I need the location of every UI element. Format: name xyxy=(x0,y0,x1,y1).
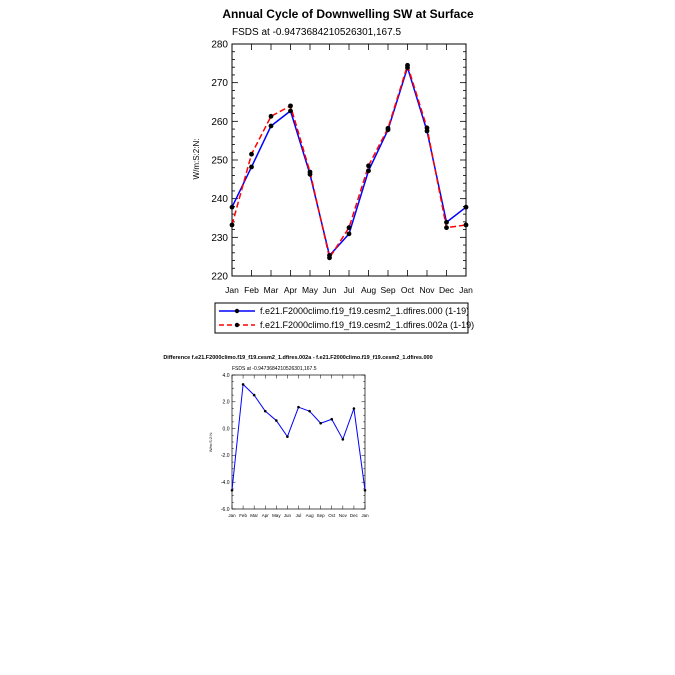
x-tick-label: Mar xyxy=(263,285,279,295)
data-point-series-2 xyxy=(444,225,449,230)
data-point-series-1 xyxy=(253,394,256,397)
data-point-series-2 xyxy=(366,163,371,168)
data-point-series-1 xyxy=(308,410,311,413)
x-tick-label: Jan xyxy=(459,285,473,295)
data-point-series-1 xyxy=(249,165,254,170)
data-point-series-1 xyxy=(242,383,245,386)
data-point-series-1 xyxy=(330,418,333,421)
x-tick-label: Aug xyxy=(360,285,377,295)
x-tick-label: Sep xyxy=(316,513,325,518)
data-point-series-1 xyxy=(288,108,293,113)
x-tick-label: Mar xyxy=(250,513,259,518)
y-tick-label: 270 xyxy=(211,78,228,90)
data-point-series-1 xyxy=(230,205,235,210)
y-tick-label: 260 xyxy=(211,116,228,128)
y-tick-label: 220 xyxy=(211,271,228,283)
data-point-series-2 xyxy=(425,126,430,131)
data-point-series-1 xyxy=(353,407,356,410)
annual-cycle-chart xyxy=(192,7,474,333)
x-tick-label: Jul xyxy=(343,285,355,295)
data-point-series-2 xyxy=(249,152,254,157)
plot-frame xyxy=(232,44,466,276)
y-tick-label: 0.0 xyxy=(222,426,230,433)
x-tick-label: Feb xyxy=(239,513,247,518)
y-tick-label: 240 xyxy=(211,194,228,206)
y-axis-label: W/m:S:2:N: xyxy=(192,138,201,180)
x-tick-label: Jun xyxy=(322,285,337,295)
data-point-series-2 xyxy=(464,223,469,228)
x-tick-label: Jan xyxy=(228,513,236,518)
y-tick-label: 2.0 xyxy=(222,399,230,406)
x-tick-label: Oct xyxy=(400,285,415,295)
x-tick-label: Sep xyxy=(380,285,396,295)
data-point-series-2 xyxy=(308,170,313,175)
x-tick-label: Feb xyxy=(244,285,259,295)
y-tick-label: 230 xyxy=(211,232,228,244)
x-tick-label: Nov xyxy=(338,513,347,518)
data-point-series-2 xyxy=(288,103,293,108)
x-tick-label: Jan xyxy=(225,285,239,295)
data-point-series-1 xyxy=(347,231,352,236)
data-point-series-1 xyxy=(319,422,322,425)
data-point-series-1 xyxy=(297,406,300,409)
chart-subtitle: FSDS at -0.9473684210526301,167.5 xyxy=(232,27,402,38)
data-point-series-1 xyxy=(231,489,234,492)
y-tick-label: -2.0 xyxy=(220,453,230,460)
data-point-series-1 xyxy=(464,205,469,210)
diff-chart-title: Difference f.e21.F2000climo.f19_f19.cesm2_1.dfires.002a - f.e21.F2000climo.f19_f19.cesm2_1.dfires.000 xyxy=(163,355,433,361)
chart-title: Annual Cycle of Downwelling SW at Surface xyxy=(222,7,474,21)
y-tick-label: -6.0 xyxy=(220,506,230,513)
data-point-series-1 xyxy=(444,220,449,225)
data-point-series-1 xyxy=(366,168,371,173)
data-point-series-1 xyxy=(269,124,274,129)
data-point-series-1 xyxy=(264,410,267,413)
x-tick-label: Jul xyxy=(295,513,302,518)
data-point-series-1 xyxy=(286,435,289,438)
x-tick-label: May xyxy=(272,513,281,518)
data-point-series-2 xyxy=(230,223,235,228)
data-point-series-1 xyxy=(364,489,367,492)
y-tick-label: -4.0 xyxy=(220,479,230,486)
data-point-series-2 xyxy=(386,126,391,131)
y-tick-label: 4.0 xyxy=(222,372,230,379)
legend-label-series-1: f.e21.F2000climo.f19_f19.cesm2_1.dfires.000 (1-19) xyxy=(260,306,470,316)
x-tick-label: May xyxy=(301,285,319,295)
y-tick-label: 280 xyxy=(211,39,228,51)
data-point-series-2 xyxy=(327,255,332,260)
plot-frame xyxy=(232,375,365,509)
difference-chart xyxy=(163,355,432,518)
legend xyxy=(215,303,474,333)
legend-marker-series-2 xyxy=(235,323,239,327)
x-tick-label: Dec xyxy=(349,513,358,518)
data-point-series-1 xyxy=(275,419,278,422)
x-tick-label: Apr xyxy=(283,285,298,295)
diff-y-axis-label: W/m:S:2:N: xyxy=(208,431,213,453)
data-point-series-2 xyxy=(347,225,352,230)
x-tick-label: Aug xyxy=(305,513,314,518)
legend-label-series-2: f.e21.F2000climo.f19_f19.cesm2_1.dfires.002a (1-19) xyxy=(260,320,475,330)
diff-chart-subtitle: FSDS at -0.9473684210526301,167.5 xyxy=(232,366,317,372)
data-point-series-2 xyxy=(405,63,410,68)
data-point-series-2 xyxy=(269,114,274,119)
x-tick-label: Dec xyxy=(438,285,455,295)
x-tick-label: Oct xyxy=(328,513,336,518)
y-tick-label: 250 xyxy=(211,155,228,167)
x-tick-label: Jan xyxy=(361,513,369,518)
x-tick-label: Nov xyxy=(419,285,435,295)
x-tick-label: Apr xyxy=(261,513,269,518)
legend-marker-series-1 xyxy=(235,309,239,313)
x-tick-label: Jun xyxy=(283,513,292,518)
data-point-series-1 xyxy=(342,438,345,441)
series-line-1 xyxy=(232,384,365,490)
